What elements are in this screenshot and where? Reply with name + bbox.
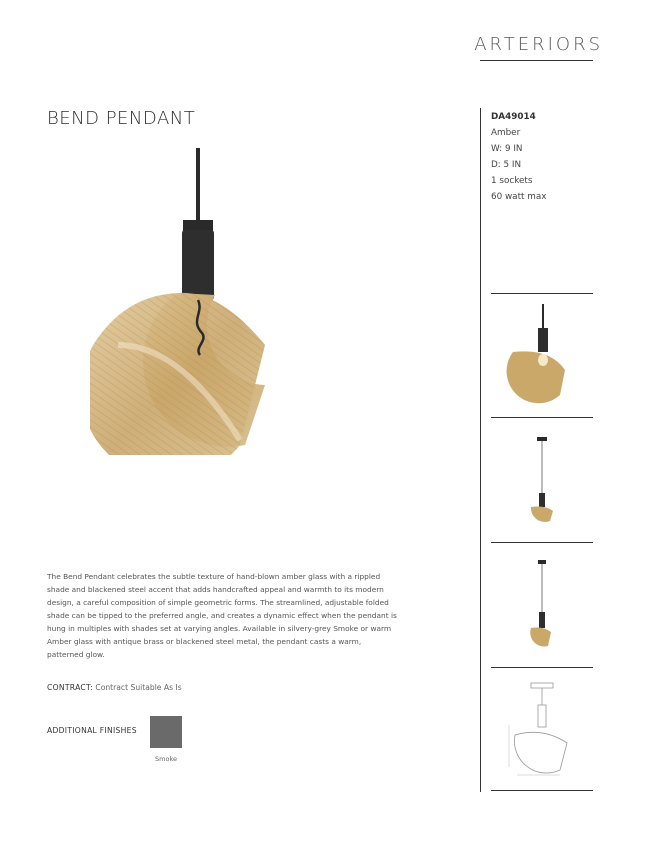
thumb-divider [491, 293, 593, 294]
thumb-divider [491, 667, 593, 668]
contract-label: CONTRACT: [47, 683, 93, 692]
contract-value: Contract Suitable As Is [95, 683, 182, 692]
pendant-thumb-image[interactable] [505, 300, 575, 410]
finish-swatch-label: Smoke [155, 755, 177, 763]
spec-sockets: 1 sockets [491, 176, 533, 186]
spec-depth: D: 5 IN [491, 160, 522, 170]
product-description: The Bend Pendant celebrates the subtle texture of hand-blown amber glass with a rippled shade and blackened steel accent that adds handcrafted appeal and warmth to its modern design, a careful composition of simple geometric forms. The streamlined, adjustable folded shade can be tipped to the preferred angle, and creates a dynamic effect when the pendant is hung in multiples with shades set at varying angles. Available in silvery-grey Smoke or warm Amber glass with antique brass or blackened steel metal, the pendant casts a warm, patterned glow. [47, 572, 397, 659]
finish-swatch-smoke[interactable] [150, 716, 182, 748]
additional-finishes-label: ADDITIONAL FINISHES [47, 726, 137, 735]
thumb-divider [491, 417, 593, 418]
brand-divider [480, 60, 593, 61]
product-code: DA49014 [491, 112, 536, 122]
spec-finish: Amber [491, 128, 521, 138]
pendant-lamp-image [90, 145, 280, 455]
thumb-divider [491, 542, 593, 543]
spec-wattage: 60 watt max [491, 192, 547, 202]
pendant-diagram-image[interactable] [505, 675, 575, 785]
spec-width: W: 9 IN [491, 144, 523, 154]
brand-logo: ARTERIORS [474, 34, 603, 55]
contract-info [47, 683, 182, 692]
spec-list [491, 109, 546, 205]
product-title: BEND PENDANT [47, 108, 196, 129]
pendant-thumb-image[interactable] [505, 425, 575, 535]
sidebar-divider [480, 108, 481, 792]
thumb-divider [491, 790, 593, 791]
pendant-thumb-image[interactable] [505, 550, 575, 660]
